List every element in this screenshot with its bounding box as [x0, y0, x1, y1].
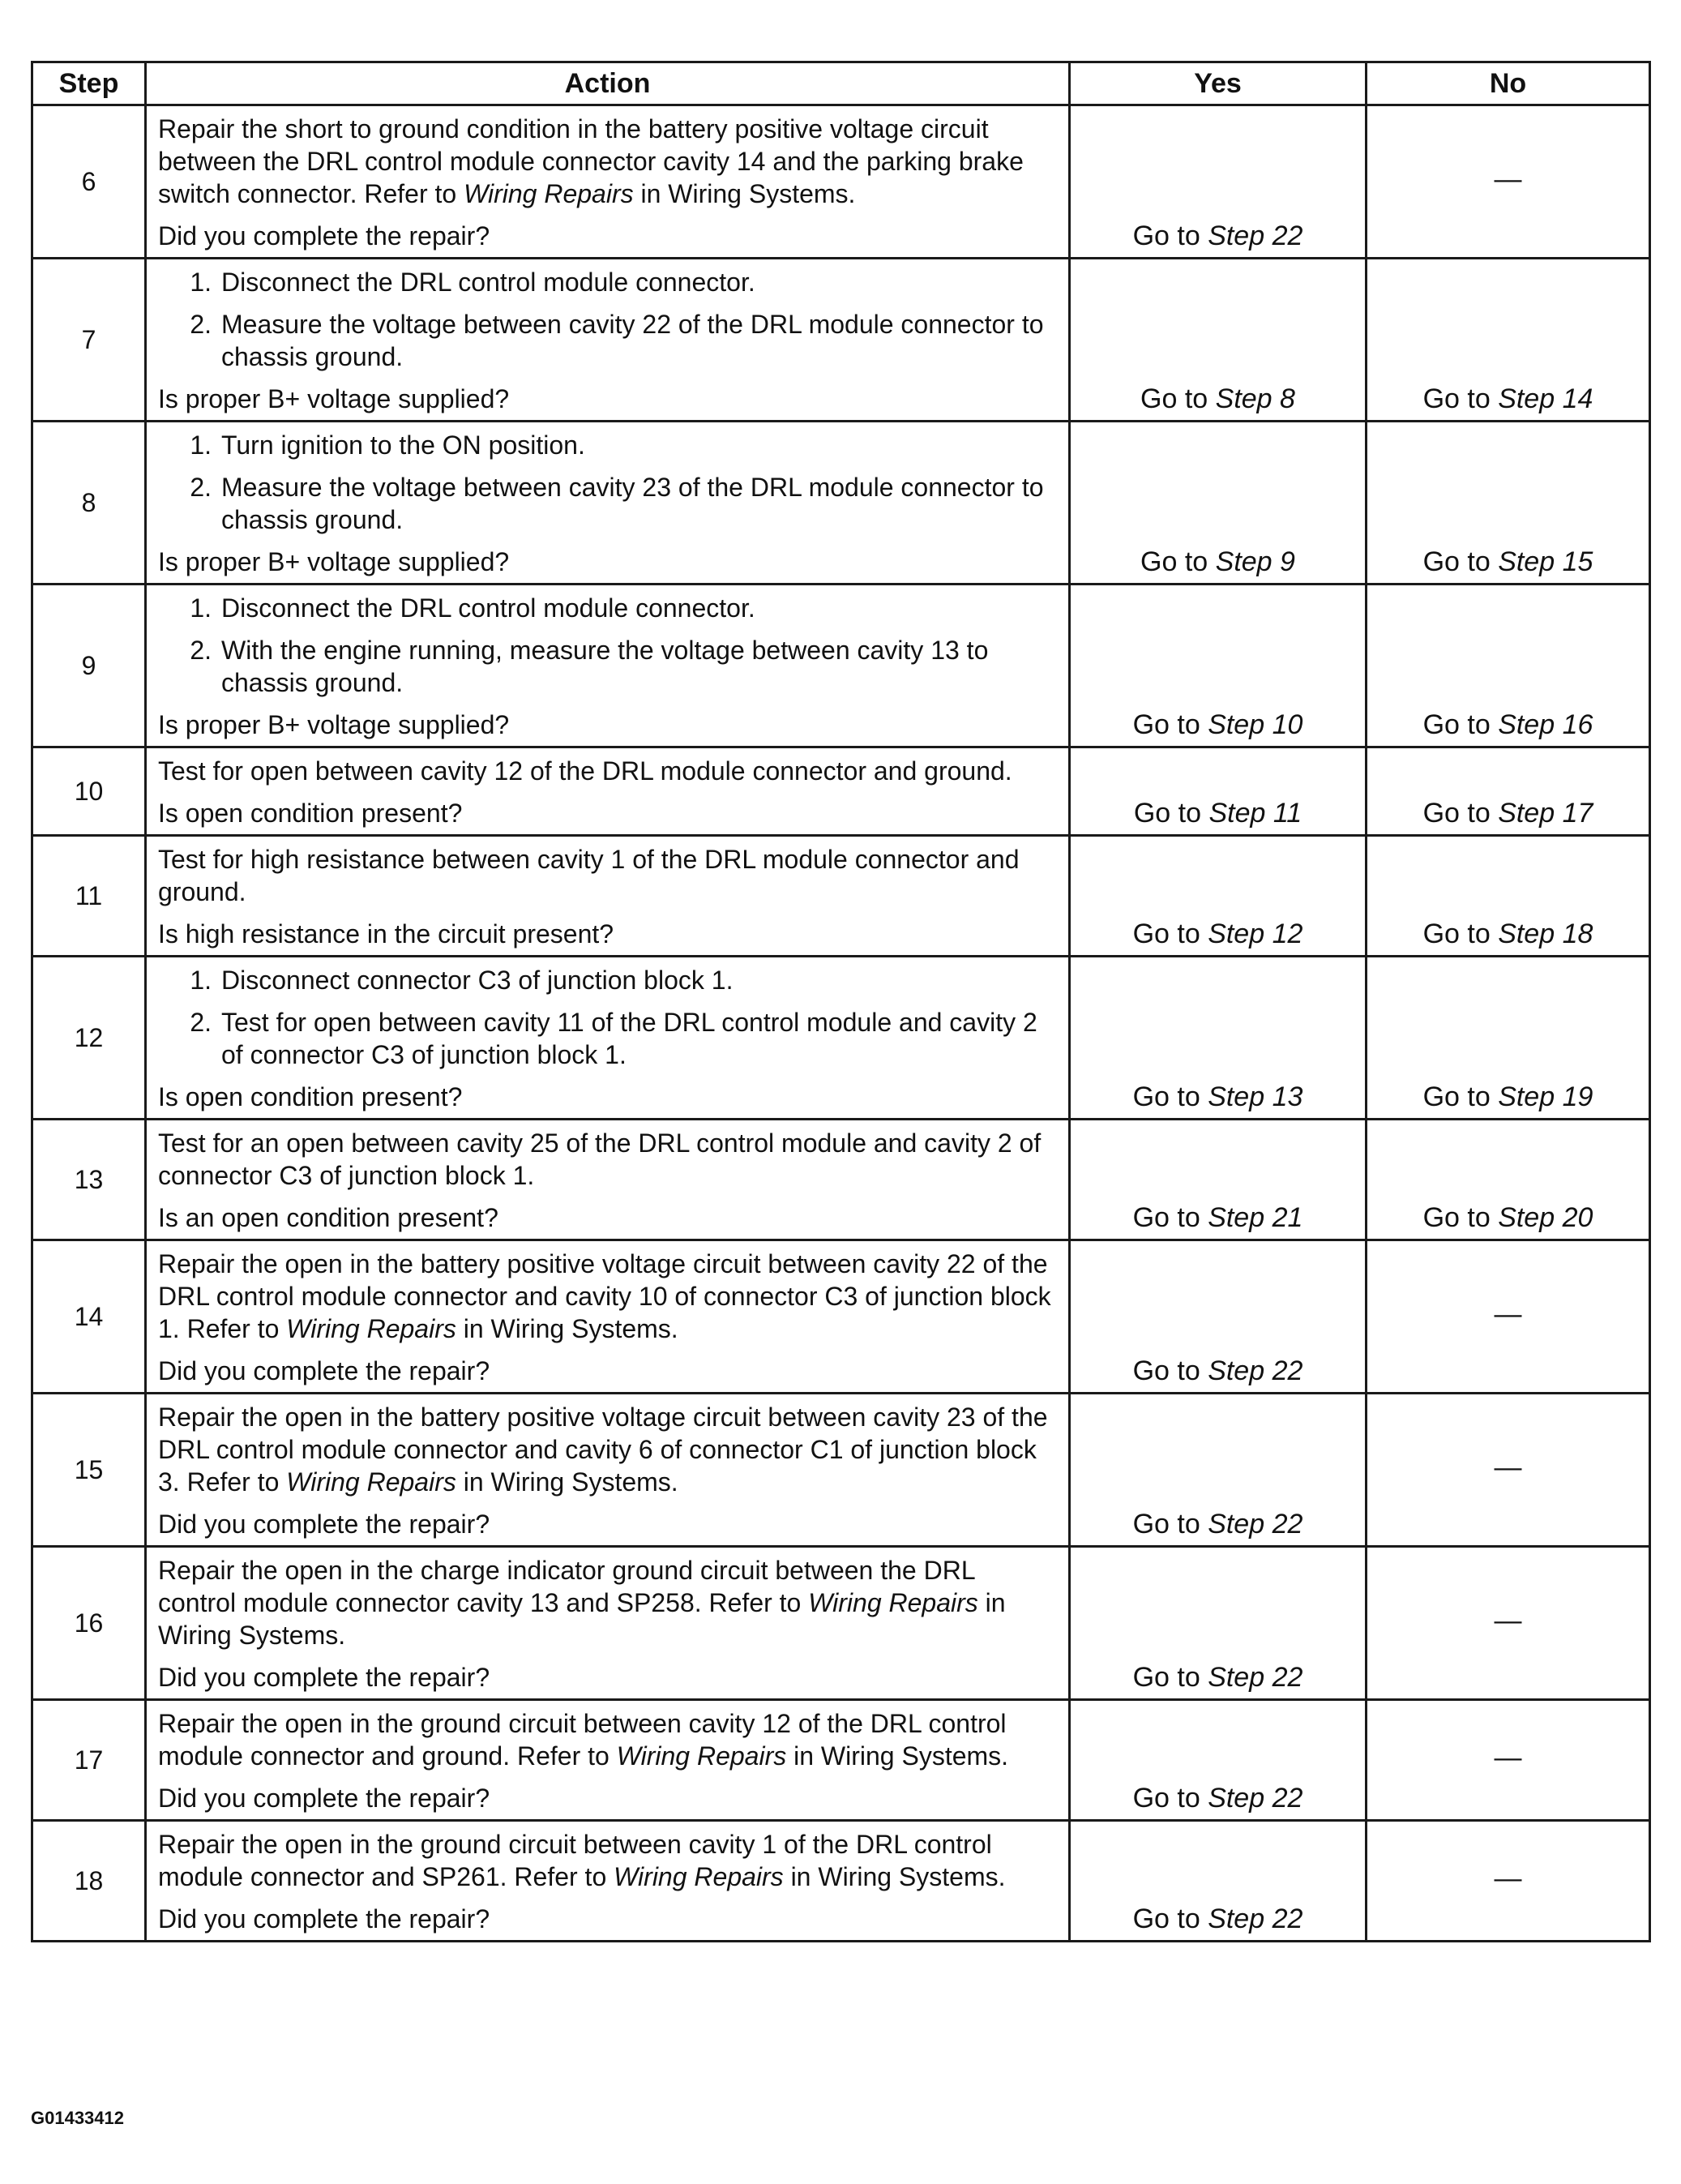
action-question: Is an open condition present?: [158, 1203, 498, 1232]
yes-prefix: Go to: [1132, 1904, 1208, 1934]
no-prefix: Go to: [1422, 546, 1499, 577]
no-dash: —: [1494, 1451, 1522, 1483]
list-item: [158, 429, 1057, 461]
action-cell: [146, 747, 1070, 836]
diagnostic-table: [31, 61, 1651, 1942]
action-text-part: Test for open between cavity 12 of the DRL module connector and ground.: [158, 756, 1012, 786]
no-cell: [1367, 957, 1650, 1120]
action-text-part: Repair the open in the battery positive voltage circuit between cavity 23 of the DRL control module connector and cavity 6 of connector C1 of junction block 3. Refer to: [158, 1402, 1048, 1497]
action-cell: [146, 1120, 1070, 1240]
yes-cell: [1070, 747, 1367, 836]
no-dash: —: [1494, 1604, 1522, 1636]
no-cell: [1367, 259, 1650, 422]
reference-title: Wiring Repairs: [286, 1314, 456, 1343]
yes-cell: [1070, 105, 1367, 259]
action-text: [158, 755, 1057, 787]
table-row: [32, 1700, 1650, 1821]
no-prefix: Go to: [1422, 798, 1499, 829]
action-text: [158, 1828, 1057, 1893]
yes-prefix: Go to: [1132, 1202, 1208, 1233]
action-cell: [146, 1547, 1070, 1700]
no-dash: —: [1494, 163, 1522, 195]
list-item-text: Measure the voltage between cavity 22 of the DRL module connector to chassis ground.: [221, 310, 1044, 371]
no-cell: [1367, 422, 1650, 585]
action-text-part: Repair the open in the ground circuit between cavity 12 of the DRL control module connector and ground. Refer to: [158, 1709, 1007, 1771]
action-text-part: Repair the short to ground condition in the battery positive voltage circuit between the DRL control module connector cavity 14 and the parking brake switch connector. Refer to: [158, 114, 1024, 208]
no-cell: [1367, 585, 1650, 747]
yes-cell: [1070, 836, 1367, 957]
yes-step-link: Step 22: [1208, 1904, 1303, 1934]
yes-prefix: Go to: [1132, 221, 1208, 251]
action-steps-list: [158, 964, 1057, 1071]
yes-prefix: Go to: [1132, 1355, 1208, 1386]
no-dash: —: [1494, 1741, 1522, 1773]
yes-prefix: Go to: [1132, 919, 1208, 949]
reference-title: Wiring Repairs: [286, 1467, 456, 1497]
action-question: Did you complete the repair?: [158, 1356, 490, 1385]
yes-step-link: Step 22: [1208, 1355, 1303, 1386]
no-cell: [1367, 1547, 1650, 1700]
no-prefix: Go to: [1422, 919, 1499, 949]
yes-step-link: Step 22: [1208, 1509, 1303, 1540]
step-number: 13: [32, 1120, 146, 1240]
step-number: 10: [32, 747, 146, 836]
action-steps-list: [158, 592, 1057, 699]
action-text: [158, 113, 1057, 210]
action-cell: [146, 1394, 1070, 1547]
action-question: Is proper B+ voltage supplied?: [158, 710, 510, 739]
header-action: Action: [146, 62, 1070, 105]
header-yes: Yes: [1070, 62, 1367, 105]
action-cell: [146, 422, 1070, 585]
yes-step-link: Step 13: [1208, 1081, 1303, 1112]
action-question: Is open condition present?: [158, 799, 463, 828]
no-dash: —: [1494, 1862, 1522, 1894]
no-step-link: Step 20: [1498, 1202, 1593, 1233]
list-item-number: 2.: [190, 636, 212, 665]
yes-cell: [1070, 585, 1367, 747]
action-question: Did you complete the repair?: [158, 1663, 490, 1692]
table-body: [32, 105, 1650, 1942]
yes-cell: [1070, 1547, 1367, 1700]
table-row: [32, 747, 1650, 836]
yes-cell: [1070, 1821, 1367, 1942]
action-cell: [146, 585, 1070, 747]
action-text-part: in Wiring Systems.: [633, 179, 856, 208]
no-dash: —: [1494, 1298, 1522, 1330]
list-item-number: 1.: [190, 268, 212, 297]
action-cell: [146, 1821, 1070, 1942]
yes-prefix: Go to: [1132, 1662, 1208, 1693]
list-item: [158, 592, 1057, 624]
no-cell: [1367, 1394, 1650, 1547]
table-row: [32, 1240, 1650, 1394]
step-number: 15: [32, 1394, 146, 1547]
no-step-link: Step 18: [1498, 919, 1593, 949]
no-prefix: Go to: [1422, 709, 1499, 740]
action-question: Did you complete the repair?: [158, 221, 490, 251]
list-item: [158, 308, 1057, 373]
header-row: [32, 62, 1650, 105]
step-number: 16: [32, 1547, 146, 1700]
yes-cell: [1070, 259, 1367, 422]
action-text: [158, 1248, 1057, 1345]
list-item-number: 1.: [190, 966, 212, 995]
action-cell: [146, 105, 1070, 259]
action-cell: [146, 259, 1070, 422]
no-cell: [1367, 1700, 1650, 1821]
list-item-text: Disconnect the DRL control module connector.: [221, 593, 755, 623]
yes-cell: [1070, 1394, 1367, 1547]
table-row: [32, 957, 1650, 1120]
yes-prefix: Go to: [1140, 546, 1216, 577]
yes-cell: [1070, 1700, 1367, 1821]
yes-step-link: Step 12: [1208, 919, 1303, 949]
list-item: [158, 964, 1057, 996]
no-cell: [1367, 836, 1650, 957]
action-question: Is proper B+ voltage supplied?: [158, 547, 510, 576]
list-item-text: Disconnect connector C3 of junction block 1.: [221, 966, 734, 995]
action-text-part: in Wiring Systems.: [456, 1314, 678, 1343]
action-text: [158, 1401, 1057, 1498]
action-text-part: Repair the open in the battery positive voltage circuit between cavity 22 of the DRL control module connector and cavity 10 of connector C3 of junction block 1. Refer to: [158, 1249, 1051, 1343]
action-question: Did you complete the repair?: [158, 1784, 490, 1813]
yes-step-link: Step 21: [1208, 1202, 1303, 1233]
step-number: 11: [32, 836, 146, 957]
no-cell: [1367, 1120, 1650, 1240]
step-number: 9: [32, 585, 146, 747]
no-step-link: Step 16: [1498, 709, 1593, 740]
no-step-link: Step 14: [1498, 383, 1593, 414]
table-row: [32, 1394, 1650, 1547]
action-cell: [146, 1700, 1070, 1821]
no-step-link: Step 15: [1498, 546, 1593, 577]
list-item-text: Test for open between cavity 11 of the DRL control module and cavity 2 of connector C3 of junction block 1.: [221, 1008, 1037, 1069]
list-item-text: Disconnect the DRL control module connector.: [221, 268, 755, 297]
yes-step-link: Step 9: [1215, 546, 1295, 577]
list-item-text: Measure the voltage between cavity 23 of the DRL module connector to chassis ground.: [221, 473, 1044, 534]
yes-cell: [1070, 422, 1367, 585]
yes-step-link: Step 10: [1208, 709, 1303, 740]
action-text-part: in Wiring Systems.: [456, 1467, 678, 1497]
no-cell: [1367, 1240, 1650, 1394]
reference-title: Wiring Repairs: [808, 1588, 978, 1617]
table-row: [32, 422, 1650, 585]
action-text-part: Repair the open in the charge indicator ground circuit between the DRL control module connector cavity 13 and SP258. Refer to: [158, 1556, 975, 1617]
no-step-link: Step 19: [1498, 1081, 1593, 1112]
yes-step-link: Step 22: [1208, 1662, 1303, 1693]
no-prefix: Go to: [1422, 383, 1499, 414]
step-number: 7: [32, 259, 146, 422]
yes-cell: [1070, 957, 1367, 1120]
action-question: Is open condition present?: [158, 1082, 463, 1111]
table-row: [32, 105, 1650, 259]
yes-cell: [1070, 1240, 1367, 1394]
action-question: Is proper B+ voltage supplied?: [158, 384, 510, 413]
yes-cell: [1070, 1120, 1367, 1240]
action-question: Did you complete the repair?: [158, 1904, 490, 1933]
list-item: [158, 266, 1057, 298]
table-row: [32, 585, 1650, 747]
action-text: [158, 1554, 1057, 1651]
action-cell: [146, 957, 1070, 1120]
reference-title: Wiring Repairs: [616, 1741, 787, 1771]
list-item: [158, 634, 1057, 699]
yes-step-link: Step 11: [1208, 798, 1302, 829]
action-text-part: Repair the open in the ground circuit between cavity 1 of the DRL control module connector and SP261. Refer to: [158, 1830, 992, 1891]
list-item-number: 1.: [190, 430, 212, 460]
no-prefix: Go to: [1422, 1081, 1499, 1112]
list-item: [158, 471, 1057, 536]
yes-step-link: Step 8: [1215, 383, 1295, 414]
step-number: 14: [32, 1240, 146, 1394]
action-text-part: Test for high resistance between cavity 1 of the DRL module connector and ground.: [158, 845, 1020, 906]
yes-prefix: Go to: [1133, 798, 1209, 829]
list-item-number: 1.: [190, 593, 212, 623]
step-number: 8: [32, 422, 146, 585]
action-text-part: in Wiring Systems.: [158, 1588, 1006, 1650]
list-item-number: 2.: [190, 473, 212, 502]
action-text-part: in Wiring Systems.: [786, 1741, 1009, 1771]
yes-prefix: Go to: [1140, 383, 1216, 414]
figure-id: G01433412: [31, 2108, 124, 2128]
yes-prefix: Go to: [1132, 1081, 1208, 1112]
yes-prefix: Go to: [1132, 1783, 1208, 1814]
action-text-part: in Wiring Systems.: [783, 1862, 1006, 1891]
no-step-link: Step 17: [1498, 798, 1593, 829]
step-number: 18: [32, 1821, 146, 1942]
list-item-text: Turn ignition to the ON position.: [221, 430, 585, 460]
yes-prefix: Go to: [1132, 1509, 1208, 1540]
table-row: [32, 1821, 1650, 1942]
action-question: Did you complete the repair?: [158, 1510, 490, 1539]
yes-step-link: Step 22: [1208, 221, 1303, 251]
list-item: [158, 1006, 1057, 1071]
step-number: 17: [32, 1700, 146, 1821]
action-cell: [146, 1240, 1070, 1394]
no-cell: [1367, 105, 1650, 259]
no-prefix: Go to: [1422, 1202, 1499, 1233]
action-question: Is high resistance in the circuit present?: [158, 919, 614, 949]
action-steps-list: [158, 266, 1057, 373]
header-no: No: [1367, 62, 1650, 105]
list-item-text: With the engine running, measure the voltage between cavity 13 to chassis ground.: [221, 636, 989, 697]
action-text-part: Test for an open between cavity 25 of the DRL control module and cavity 2 of connector C3 of junction block 1.: [158, 1128, 1042, 1190]
step-number: 12: [32, 957, 146, 1120]
table-row: [32, 836, 1650, 957]
action-text: [158, 1707, 1057, 1772]
table-row: [32, 259, 1650, 422]
list-item-number: 2.: [190, 310, 212, 339]
header-step: Step: [32, 62, 146, 105]
no-cell: [1367, 1821, 1650, 1942]
yes-step-link: Step 22: [1208, 1783, 1303, 1814]
reference-title: Wiring Repairs: [464, 179, 634, 208]
reference-title: Wiring Repairs: [614, 1862, 784, 1891]
action-text: [158, 843, 1057, 908]
table-row: [32, 1120, 1650, 1240]
action-text: [158, 1127, 1057, 1192]
table-row: [32, 1547, 1650, 1700]
step-number: 6: [32, 105, 146, 259]
action-steps-list: [158, 429, 1057, 536]
action-cell: [146, 836, 1070, 957]
no-cell: [1367, 747, 1650, 836]
yes-prefix: Go to: [1132, 709, 1208, 740]
list-item-number: 2.: [190, 1008, 212, 1037]
